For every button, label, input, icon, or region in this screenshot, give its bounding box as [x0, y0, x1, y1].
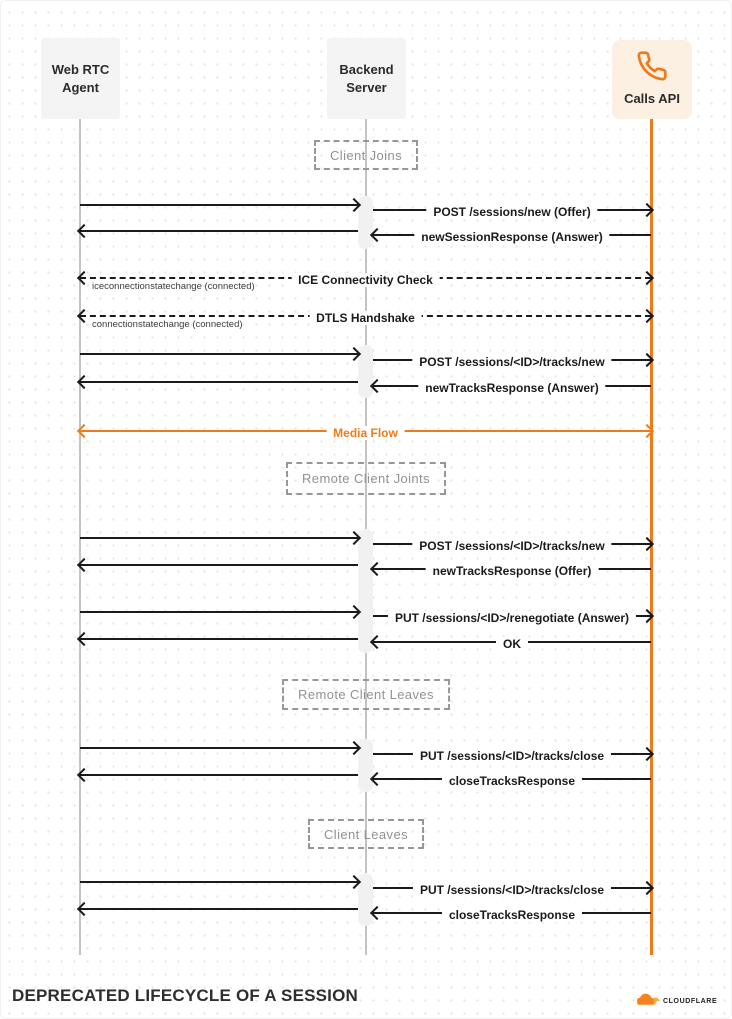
arrow-webrtc-to-backend — [80, 881, 358, 883]
diagram-title: DEPRECATED LIFECYCLE OF A SESSION — [12, 986, 359, 1005]
lifeline-calls — [650, 119, 653, 955]
arrow-backend-to-webrtc — [80, 564, 358, 566]
activation-bar — [358, 529, 373, 653]
arrow-backend-to-calls — [373, 883, 651, 897]
phase-label: Remote Client Leaves — [298, 687, 434, 702]
actor-webrtc-agent — [41, 38, 120, 119]
protocol-label: DTLS Handshake — [309, 311, 422, 325]
ice-state-sublabel: iceconnectionstatechange (connected) — [92, 281, 255, 292]
phase-label: Client Leaves — [324, 826, 408, 842]
message-label: newTracksResponse (Answer) — [418, 381, 605, 395]
actor-webrtc-agent-label: Web RTC Agent — [51, 61, 110, 95]
phase-label: Client Joins — [330, 147, 402, 163]
arrow-backend-to-webrtc — [80, 908, 358, 910]
arrow-backend-to-calls — [373, 611, 651, 625]
arrow-calls-to-backend — [373, 637, 651, 651]
phase-client-joins — [314, 140, 418, 170]
message-label: PUT /sessions/<ID>/tracks/close — [413, 749, 611, 763]
arrow-calls-to-backend — [373, 381, 651, 395]
message-label: OK — [496, 637, 528, 651]
message-label: newSessionResponse (Answer) — [414, 230, 609, 244]
actor-backend-server-label: Backend Server — [339, 61, 394, 95]
arrow-calls-to-backend — [373, 564, 651, 578]
arrow-backend-to-calls — [373, 539, 651, 553]
actor-backend-server — [327, 38, 406, 119]
message-label: closeTracksResponse — [442, 774, 582, 788]
message-label: closeTracksResponse — [442, 908, 582, 922]
message-label: newTracksResponse (Offer) — [426, 564, 599, 578]
arrow-webrtc-to-backend — [80, 353, 358, 355]
message-label: PUT /sessions/<ID>/renegotiate (Answer) — [388, 611, 636, 625]
message-label: POST /sessions/new (Offer) — [426, 205, 597, 219]
arrow-webrtc-to-backend — [80, 611, 358, 613]
arrow-backend-to-webrtc — [80, 638, 358, 640]
phone-icon — [636, 48, 668, 82]
protocol-label: ICE Connectivity Check — [291, 273, 440, 287]
arrow-webrtc-to-backend — [80, 537, 358, 539]
phase-remote-client-joints — [286, 462, 446, 495]
media-flow-label: Media Flow — [326, 426, 405, 440]
cloudflare-cloud-icon — [637, 992, 660, 1011]
actor-calls-api — [612, 40, 692, 119]
arrow-backend-to-calls — [373, 749, 651, 763]
arrow-media-flow — [80, 426, 651, 440]
arrow-backend-to-webrtc — [80, 230, 358, 232]
arrow-backend-to-webrtc — [80, 774, 358, 776]
phase-client-leaves — [308, 819, 424, 849]
cloudflare-wordmark: CLOUDFLARE — [663, 998, 718, 1005]
connection-state-sublabel: connectionstatechange (connected) — [92, 319, 243, 330]
message-label: POST /sessions/<ID>/tracks/new — [412, 539, 611, 553]
arrow-backend-to-calls — [373, 355, 651, 369]
phase-label: Remote Client Joints — [302, 471, 430, 486]
arrow-webrtc-to-backend — [80, 204, 358, 206]
arrow-webrtc-to-backend — [80, 747, 358, 749]
message-label: POST /sessions/<ID>/tracks/new — [412, 355, 611, 369]
actor-calls-api-label: Calls API — [624, 91, 680, 106]
arrow-calls-to-backend — [373, 774, 651, 788]
arrow-calls-to-backend — [373, 908, 651, 922]
arrow-backend-to-webrtc — [80, 381, 358, 383]
arrow-calls-to-backend — [373, 230, 651, 244]
cloudflare-logo — [637, 992, 717, 1011]
arrow-backend-to-calls — [373, 205, 651, 219]
message-label: PUT /sessions/<ID>/tracks/close — [413, 883, 611, 897]
phase-remote-client-leaves — [282, 679, 450, 710]
